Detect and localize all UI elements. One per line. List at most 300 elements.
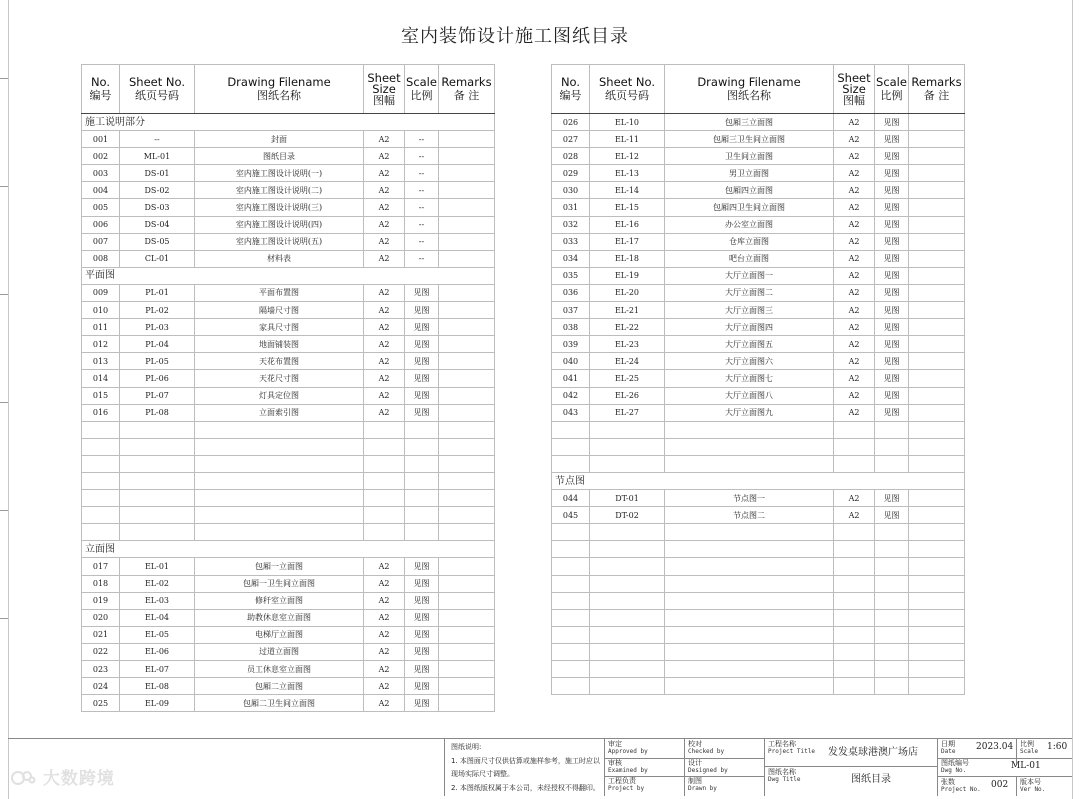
row-number: 024 — [82, 678, 120, 695]
sheet-size: A2 — [364, 302, 405, 319]
examined-label: 审核 — [608, 759, 622, 767]
row-number: 045 — [552, 507, 590, 524]
sheet-size — [834, 421, 875, 438]
sheet-size: A2 — [834, 284, 875, 301]
remarks-cell — [909, 233, 965, 250]
remarks-cell — [909, 165, 965, 182]
sheet-size: A2 — [364, 626, 405, 643]
scale-cell: 见图 — [875, 284, 909, 301]
sheet-size: A2 — [364, 131, 405, 148]
table-row — [552, 148, 965, 165]
empty-row — [82, 524, 495, 541]
frame-tick — [0, 294, 8, 295]
sheet-number — [590, 558, 665, 575]
table-row — [82, 336, 495, 353]
remarks-cell — [439, 353, 495, 370]
drawing-name — [665, 626, 834, 643]
project-lead-label-en: Project by — [608, 785, 645, 792]
sheet-number: EL-10 — [590, 114, 665, 131]
remarks-cell — [909, 131, 965, 148]
remarks-cell — [909, 592, 965, 609]
sheet-number — [120, 490, 195, 507]
scale-cell — [875, 609, 909, 626]
sheet-number: PL-04 — [120, 336, 195, 353]
header-drawing-filename: Drawing Filename 图纸名称 — [195, 65, 364, 114]
frame-tick — [0, 78, 8, 79]
sheet-size — [834, 438, 875, 455]
drawing-name: 助教休息室立面图 — [195, 609, 364, 626]
scale-cell — [405, 490, 439, 507]
empty-row — [552, 592, 965, 609]
remarks-cell — [439, 678, 495, 695]
drawing-name: 办公室立面图 — [665, 216, 834, 233]
drawing-name: 室内施工图设计说明(三) — [195, 199, 364, 216]
scale-cell — [405, 507, 439, 524]
sheet-number: PL-03 — [120, 319, 195, 336]
remarks-cell — [439, 216, 495, 233]
sheet-size — [834, 661, 875, 678]
sheet-number — [590, 541, 665, 558]
section-title: 施工说明部分 — [82, 114, 495, 131]
remarks-cell — [439, 421, 495, 438]
table-row — [82, 284, 495, 301]
sheet-number — [120, 421, 195, 438]
drawing-name: 大厅立面图九 — [665, 404, 834, 421]
header-sheet-size: Sheet Size 图幅 — [834, 65, 875, 114]
remarks-cell — [439, 592, 495, 609]
empty-row — [552, 661, 965, 678]
row-number — [552, 421, 590, 438]
scale-cell — [875, 421, 909, 438]
header-sheet-size: Sheet Size 图幅 — [364, 65, 405, 114]
sheet-number: EL-22 — [590, 319, 665, 336]
project-no-label: 张数 — [941, 778, 955, 786]
scale-cell: -- — [405, 233, 439, 250]
sheet-number — [590, 455, 665, 472]
remarks-cell — [439, 182, 495, 199]
sheet-number: EL-06 — [120, 643, 195, 660]
header-no: No. 编号 — [82, 65, 120, 114]
table-row — [82, 131, 495, 148]
drawing-name: 大厅立面图二 — [665, 284, 834, 301]
scale-cell: 见图 — [405, 661, 439, 678]
frame-tick — [0, 186, 8, 187]
notes-title: 图纸说明: — [451, 743, 482, 751]
table-row — [82, 250, 495, 267]
header-no: No. 编号 — [552, 65, 590, 114]
sheet-number: DS-05 — [120, 233, 195, 250]
sheet-size: A2 — [834, 353, 875, 370]
ver-label: 版本号 — [1020, 778, 1041, 786]
row-number: 012 — [82, 336, 120, 353]
table-row — [552, 250, 965, 267]
sheet-number — [590, 421, 665, 438]
scale-cell — [875, 575, 909, 592]
row-number: 016 — [82, 404, 120, 421]
sheet-size: A2 — [364, 575, 405, 592]
empty-row — [82, 490, 495, 507]
sheet-number: EL-09 — [120, 695, 195, 712]
row-number: 038 — [552, 319, 590, 336]
checked-label: 校对 — [688, 740, 702, 748]
note-2: 2. 本图纸版权属于本公司，未经授权不得翻印。 — [451, 784, 600, 792]
divider — [937, 776, 1072, 777]
dwg-title-value: 图纸目录 — [851, 774, 891, 785]
drawing-name: 封面 — [195, 131, 364, 148]
row-number: 005 — [82, 199, 120, 216]
table-row — [552, 131, 965, 148]
catalog-table-left — [81, 64, 495, 712]
table-row — [82, 626, 495, 643]
sheet-size: A2 — [364, 695, 405, 712]
table-header-row — [82, 65, 495, 114]
drawing-name: 天花尺寸图 — [195, 370, 364, 387]
section-title: 立面图 — [82, 541, 495, 558]
scale-cell: 见图 — [405, 302, 439, 319]
scale-cell — [875, 626, 909, 643]
sheet-size: A2 — [834, 165, 875, 182]
scale-cell: 见图 — [875, 319, 909, 336]
row-number: 026 — [552, 114, 590, 131]
row-number: 020 — [82, 609, 120, 626]
sheet-number — [590, 575, 665, 592]
row-number: 031 — [552, 199, 590, 216]
drawing-name: 材料表 — [195, 250, 364, 267]
section-title: 平面图 — [82, 267, 495, 284]
scale-cell: 见图 — [875, 353, 909, 370]
empty-row — [82, 455, 495, 472]
dwg-no-label: 图纸编号 — [941, 759, 969, 767]
remarks-cell — [909, 284, 965, 301]
sheet-size: A2 — [364, 643, 405, 660]
sheet-size — [364, 438, 405, 455]
scale-cell: 见图 — [875, 182, 909, 199]
remarks-cell — [439, 524, 495, 541]
sheet-number — [590, 643, 665, 660]
sheet-size: A2 — [364, 319, 405, 336]
empty-row — [552, 609, 965, 626]
section-row — [82, 267, 495, 284]
remarks-cell — [909, 216, 965, 233]
scale-cell — [875, 541, 909, 558]
sheet-size: A2 — [834, 114, 875, 131]
table-row — [552, 267, 965, 284]
drawing-name: 大厅立面图四 — [665, 319, 834, 336]
checked-label-en: Checked by — [688, 748, 725, 755]
sheet-number: EL-20 — [590, 284, 665, 301]
remarks-cell — [909, 678, 965, 695]
sheet-size — [364, 455, 405, 472]
sheet-size — [834, 643, 875, 660]
scale-cell: 见图 — [875, 216, 909, 233]
drawing-name: 包厢一立面图 — [195, 558, 364, 575]
remarks-cell — [439, 609, 495, 626]
drawing-name: 仓库立面图 — [665, 233, 834, 250]
remarks-cell — [439, 643, 495, 660]
sheet-number: EL-21 — [590, 302, 665, 319]
remarks-cell — [909, 387, 965, 404]
row-number: 040 — [552, 353, 590, 370]
sheet-size: A2 — [364, 284, 405, 301]
remarks-cell — [909, 643, 965, 660]
remarks-cell — [909, 267, 965, 284]
sheet-size: A2 — [834, 302, 875, 319]
remarks-cell — [439, 165, 495, 182]
empty-row — [552, 524, 965, 541]
row-number — [552, 643, 590, 660]
table-row — [82, 199, 495, 216]
sheet-number — [590, 661, 665, 678]
drawing-name: 大厅立面图七 — [665, 370, 834, 387]
drawing-name: 过道立面图 — [195, 643, 364, 660]
sheet-number: EL-12 — [590, 148, 665, 165]
section-row — [82, 114, 495, 131]
row-number: 022 — [82, 643, 120, 660]
sheet-size: A2 — [834, 336, 875, 353]
sheet-number: EL-07 — [120, 661, 195, 678]
sheet-number: DS-01 — [120, 165, 195, 182]
sheet-size — [834, 626, 875, 643]
row-number — [552, 524, 590, 541]
remarks-cell — [439, 661, 495, 678]
remarks-cell — [439, 284, 495, 301]
sheet-size: A2 — [834, 387, 875, 404]
sheet-size — [834, 609, 875, 626]
scale-cell — [405, 455, 439, 472]
remarks-cell — [439, 438, 495, 455]
scale-label-en: Scale — [1020, 748, 1039, 755]
sheet-size: A2 — [834, 404, 875, 421]
row-number — [552, 438, 590, 455]
drawn-label: 制图 — [688, 777, 702, 785]
header-sheet-no: Sheet No. 纸页号码 — [120, 65, 195, 114]
dwg-title-label: 图纸名称 — [768, 768, 796, 776]
row-number — [82, 455, 120, 472]
scale-cell: 见图 — [875, 199, 909, 216]
divider — [937, 739, 938, 796]
row-number — [82, 490, 120, 507]
sheet-number — [120, 507, 195, 524]
page-title: 室内装饰设计施工图纸目录 — [401, 26, 629, 47]
sheet-size: A2 — [364, 353, 405, 370]
sheet-size: A2 — [834, 199, 875, 216]
scale-cell: 见图 — [405, 695, 439, 712]
row-number — [82, 438, 120, 455]
table-row — [82, 678, 495, 695]
remarks-cell — [439, 250, 495, 267]
empty-row — [552, 575, 965, 592]
scale-cell: 见图 — [405, 592, 439, 609]
drawing-name — [195, 524, 364, 541]
table-row — [82, 387, 495, 404]
dwg-no-value: ML-01 — [1011, 761, 1041, 771]
empty-row — [82, 421, 495, 438]
empty-row — [552, 455, 965, 472]
remarks-cell — [909, 507, 965, 524]
scale-cell — [875, 678, 909, 695]
watermark-logo — [10, 764, 115, 789]
sheet-number: EL-27 — [590, 404, 665, 421]
scale-cell: 见图 — [405, 558, 439, 575]
header-remarks: Remarks 备 注 — [439, 65, 495, 114]
drawing-name — [665, 455, 834, 472]
row-number — [552, 455, 590, 472]
scale-cell — [875, 524, 909, 541]
remarks-cell — [439, 148, 495, 165]
sheet-number — [120, 524, 195, 541]
sheet-number: EL-01 — [120, 558, 195, 575]
sheet-size: A2 — [364, 165, 405, 182]
sheet-size — [364, 490, 405, 507]
scale-cell — [875, 661, 909, 678]
table-row — [82, 592, 495, 609]
scale-cell: -- — [405, 165, 439, 182]
drawing-name — [665, 609, 834, 626]
table-row — [552, 490, 965, 507]
scale-cell: 见图 — [875, 165, 909, 182]
drawing-name: 卫生间立面图 — [665, 148, 834, 165]
header-remarks: Remarks 备 注 — [909, 65, 965, 114]
remarks-cell — [909, 490, 965, 507]
row-number: 019 — [82, 592, 120, 609]
sheet-number: DT-02 — [590, 507, 665, 524]
drawing-name: 节点图二 — [665, 507, 834, 524]
sheet-number: PL-05 — [120, 353, 195, 370]
remarks-cell — [909, 438, 965, 455]
table-row — [82, 216, 495, 233]
row-number: 008 — [82, 250, 120, 267]
remarks-cell — [439, 233, 495, 250]
divider — [444, 739, 445, 796]
row-number: 017 — [82, 558, 120, 575]
sheet-number: EL-26 — [590, 387, 665, 404]
drawing-name: 包厢四立面图 — [665, 182, 834, 199]
sheet-number: DS-04 — [120, 216, 195, 233]
sheet-size — [364, 507, 405, 524]
ver-label-en: Ver No. — [1020, 786, 1046, 793]
drawing-frame-right — [1072, 0, 1073, 799]
row-number: 007 — [82, 233, 120, 250]
sheet-size: A2 — [834, 250, 875, 267]
sheet-size: A2 — [364, 609, 405, 626]
table-row — [82, 353, 495, 370]
drawing-name: 隔墙尺寸图 — [195, 302, 364, 319]
sheet-number: EL-05 — [120, 626, 195, 643]
remarks-cell — [439, 558, 495, 575]
sheet-size: A2 — [364, 678, 405, 695]
sheet-number — [120, 438, 195, 455]
sheet-size — [364, 524, 405, 541]
drawing-name — [665, 524, 834, 541]
title-block — [8, 738, 1072, 796]
scale-cell: -- — [405, 148, 439, 165]
sheet-number: ML-01 — [120, 148, 195, 165]
row-number — [82, 507, 120, 524]
sheet-size: A2 — [834, 267, 875, 284]
divider — [604, 758, 764, 759]
remarks-cell — [909, 114, 965, 131]
row-number: 001 — [82, 131, 120, 148]
drawing-name: 室内施工图设计说明(一) — [195, 165, 364, 182]
divider — [604, 739, 605, 796]
date-label: 日期 — [941, 740, 955, 748]
drawing-name — [195, 472, 364, 489]
sheet-size: A2 — [834, 131, 875, 148]
drawing-name: 包厢三卫生间立面图 — [665, 131, 834, 148]
empty-row — [552, 626, 965, 643]
row-number: 032 — [552, 216, 590, 233]
watermark-text: 大数跨境 — [42, 769, 115, 789]
remarks-cell — [909, 336, 965, 353]
catalog-table-right — [551, 64, 965, 695]
date-value: 2023.04 — [976, 742, 1014, 752]
table-row — [82, 165, 495, 182]
table-row — [82, 370, 495, 387]
scale-cell: 见图 — [875, 148, 909, 165]
scale-cell: -- — [405, 182, 439, 199]
remarks-cell — [909, 370, 965, 387]
dwg-title-label-en: Dwg Title — [768, 776, 801, 783]
row-number — [552, 661, 590, 678]
scale-cell: 见图 — [405, 387, 439, 404]
row-number: 029 — [552, 165, 590, 182]
sheet-number — [120, 455, 195, 472]
scale-cell — [875, 643, 909, 660]
remarks-cell — [439, 626, 495, 643]
row-number: 039 — [552, 336, 590, 353]
scale-cell: 见图 — [875, 250, 909, 267]
sheet-number: EL-11 — [590, 131, 665, 148]
row-number: 018 — [82, 575, 120, 592]
remarks-cell — [439, 199, 495, 216]
scale-cell: -- — [405, 250, 439, 267]
sheet-number: EL-16 — [590, 216, 665, 233]
table-row — [552, 216, 965, 233]
scale-cell: 见图 — [875, 404, 909, 421]
row-number: 003 — [82, 165, 120, 182]
drawing-name — [195, 455, 364, 472]
row-number: 015 — [82, 387, 120, 404]
sheet-number: PL-02 — [120, 302, 195, 319]
sheet-size: A2 — [364, 148, 405, 165]
empty-row — [82, 438, 495, 455]
scale-cell: -- — [405, 131, 439, 148]
row-number — [552, 575, 590, 592]
sheet-number: EL-17 — [590, 233, 665, 250]
sheet-number: EL-08 — [120, 678, 195, 695]
drawing-name: 天花布置图 — [195, 353, 364, 370]
row-number: 037 — [552, 302, 590, 319]
scale-cell: 见图 — [875, 507, 909, 524]
sheet-size: A2 — [364, 250, 405, 267]
row-number: 042 — [552, 387, 590, 404]
header-drawing-filename: Drawing Filename 图纸名称 — [665, 65, 834, 114]
row-number: 021 — [82, 626, 120, 643]
designed-label-en: Designed by — [688, 767, 728, 774]
drawing-name: 室内施工图设计说明(二) — [195, 182, 364, 199]
drawing-name: 平面布置图 — [195, 284, 364, 301]
sheet-number: DS-02 — [120, 182, 195, 199]
remarks-cell — [439, 490, 495, 507]
scale-cell — [875, 455, 909, 472]
sheet-size: A2 — [364, 233, 405, 250]
scale-cell: 见图 — [405, 609, 439, 626]
sheet-size: A2 — [834, 507, 875, 524]
sheet-size: A2 — [834, 182, 875, 199]
table-row — [82, 319, 495, 336]
remarks-cell — [909, 182, 965, 199]
scale-cell: -- — [405, 216, 439, 233]
